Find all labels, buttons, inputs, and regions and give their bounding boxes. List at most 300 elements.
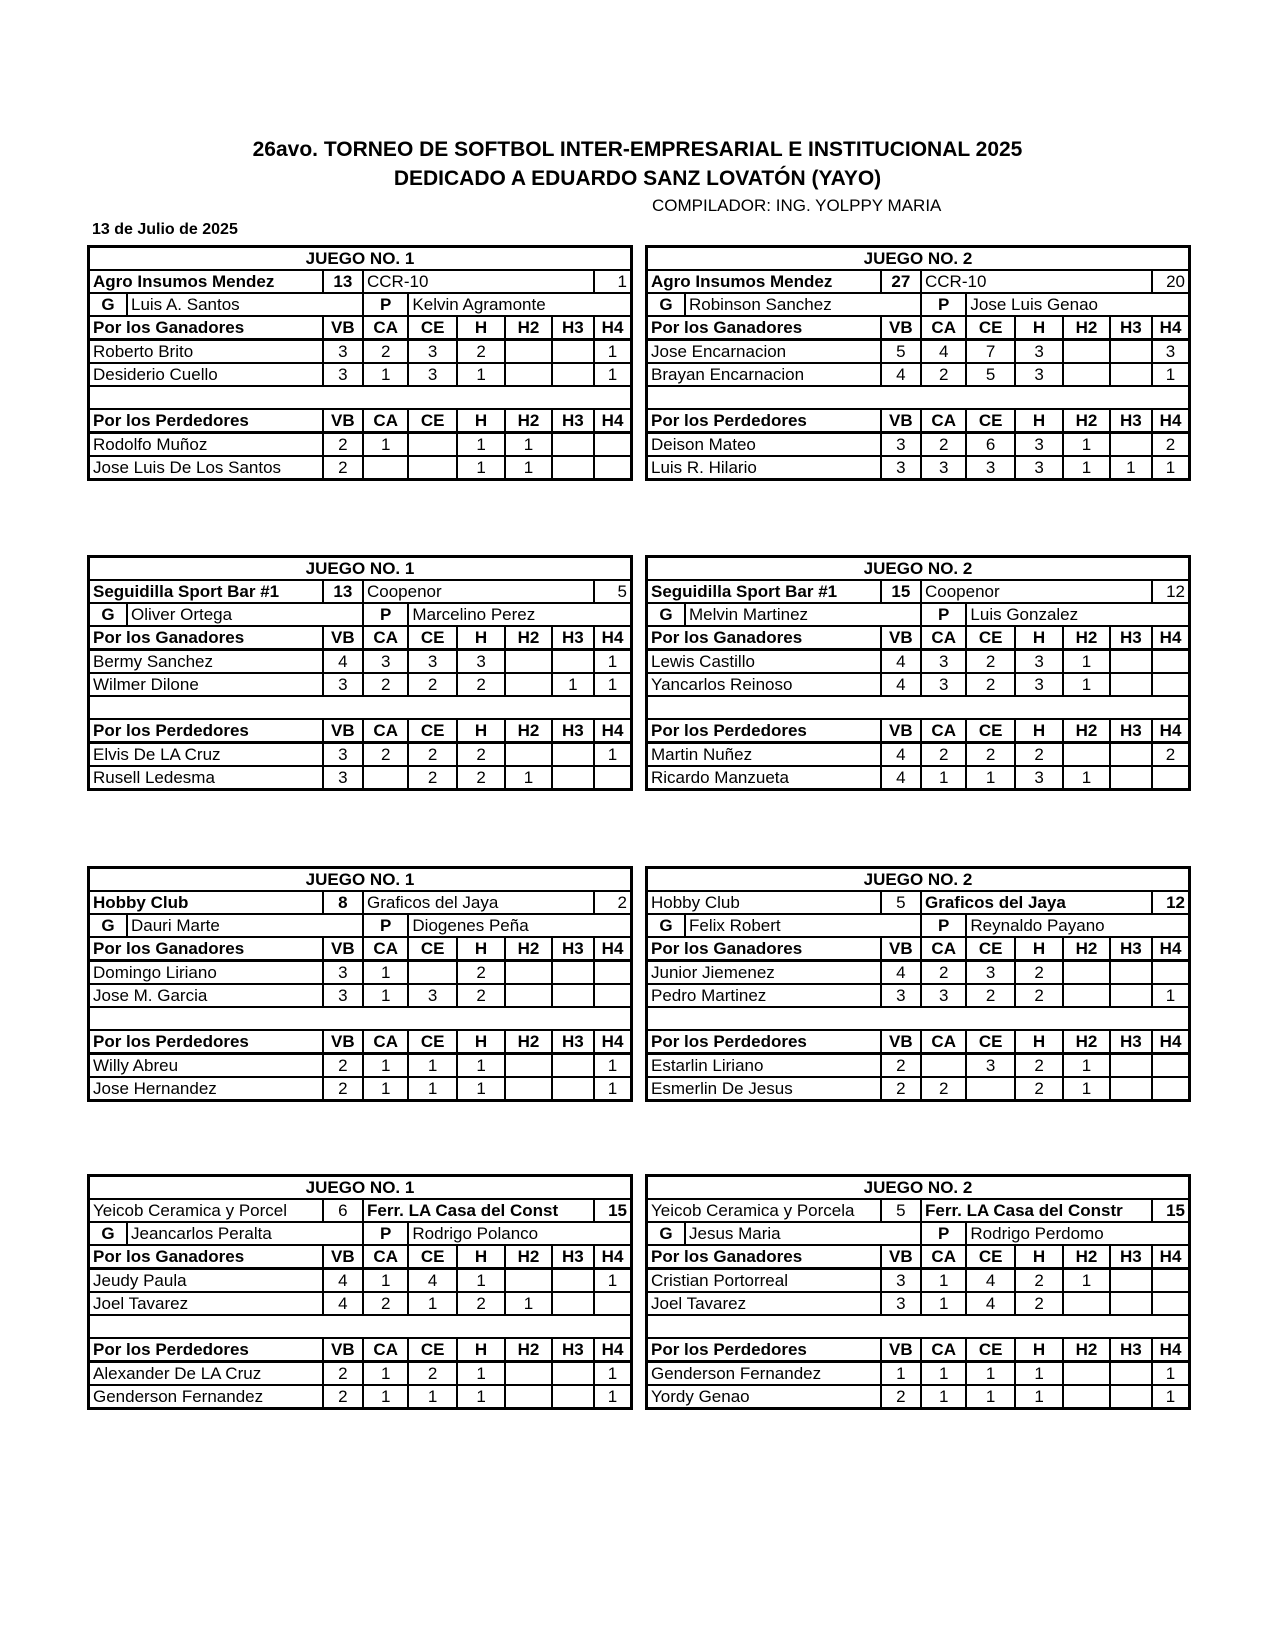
player-name: Lewis Castillo (647, 650, 881, 674)
player-stat: 4 (408, 1269, 456, 1293)
player-stat: 1 (1063, 1054, 1109, 1078)
player-stat (1110, 984, 1152, 1007)
stat-column-header: H3 (1110, 1245, 1152, 1269)
stat-column-header: VB (323, 937, 363, 961)
team-1-name: Hobby Club (89, 891, 323, 914)
player-stat: 4 (921, 340, 966, 364)
player-name: Estarlin Liriano (647, 1054, 881, 1078)
player-stat (966, 1077, 1014, 1101)
player-stat: 2 (408, 743, 456, 767)
stat-column-header: H3 (552, 1245, 594, 1269)
stat-column-header: H (457, 1245, 505, 1269)
player-name: Wilmer Dilone (89, 673, 323, 696)
team-1-name: Hobby Club (647, 891, 881, 914)
player-stat (594, 961, 631, 985)
stat-column-header: H4 (1152, 626, 1189, 650)
losers-section-header: Por los Perdedores (647, 1030, 881, 1054)
losing-pitcher-name: Rodrigo Perdomo (966, 1222, 1189, 1245)
player-name: Jose M. Garcia (89, 984, 323, 1007)
player-stat: 1 (594, 673, 631, 696)
stat-column-header: H2 (505, 316, 551, 340)
team-1-score: 8 (323, 891, 363, 914)
player-stat: 4 (966, 1269, 1014, 1293)
stat-column-header: H (1015, 409, 1063, 433)
stat-column-header: CA (921, 1338, 966, 1362)
game-title: JUEGO NO. 1 (89, 247, 632, 271)
player-stat: 3 (881, 1269, 921, 1293)
player-name: Alexander De LA Cruz (89, 1362, 323, 1386)
player-stat (1152, 1077, 1189, 1101)
player-stat (1152, 961, 1189, 985)
player-stat (1152, 650, 1189, 674)
player-row (89, 673, 632, 696)
stat-column-header: CA (921, 937, 966, 961)
stat-column-header: H4 (1152, 1245, 1189, 1269)
losing-pitcher-name: Luis Gonzalez (966, 603, 1189, 626)
team-2-name: Coopenor (921, 580, 1152, 603)
player-stat: 2 (323, 1077, 363, 1101)
spacer-row (89, 696, 632, 719)
team-2-name: Ferr. LA Casa del Constr (921, 1199, 1152, 1222)
player-stat: 1 (457, 456, 505, 480)
stat-column-header: VB (323, 409, 363, 433)
stat-column-header: CE (966, 1245, 1014, 1269)
boxscore-game (87, 555, 633, 791)
losing-pitcher-label: P (921, 293, 966, 316)
team-1-name: Agro Insumos Mendez (647, 270, 881, 293)
stat-column-header: VB (881, 1245, 921, 1269)
team-1-score: 13 (323, 270, 363, 293)
player-stat (552, 766, 594, 790)
losing-pitcher-name: Marcelino Perez (408, 603, 631, 626)
player-stat: 3 (408, 650, 456, 674)
player-stat: 1 (408, 1077, 456, 1101)
player-name: Bermy Sanchez (89, 650, 323, 674)
losing-pitcher-name: Diogenes Peña (408, 914, 631, 937)
player-stat (505, 961, 551, 985)
team-2-score: 1 (594, 270, 631, 293)
stat-column-header: CA (363, 1030, 408, 1054)
stat-column-header: H4 (1152, 409, 1189, 433)
player-stat: 4 (881, 766, 921, 790)
player-stat: 3 (966, 456, 1014, 480)
player-stat: 5 (881, 340, 921, 364)
stat-column-header: CE (966, 719, 1014, 743)
stat-column-header: CE (408, 1030, 456, 1054)
team-2-name: Graficos del Jaya (921, 891, 1152, 914)
player-stat (1110, 340, 1152, 364)
player-stat: 2 (1015, 1292, 1063, 1315)
player-row (647, 1385, 1190, 1409)
player-stat: 2 (363, 673, 408, 696)
player-name: Joel Tavarez (647, 1292, 881, 1315)
player-stat: 2 (323, 456, 363, 480)
stat-column-header: CA (921, 409, 966, 433)
stat-column-header: VB (323, 1338, 363, 1362)
player-stat (552, 984, 594, 1007)
stat-column-header: H (457, 1338, 505, 1362)
player-stat: 1 (505, 1292, 551, 1315)
stat-column-header: H2 (1063, 937, 1109, 961)
game-title: JUEGO NO. 1 (89, 1176, 632, 1200)
player-stat (408, 433, 456, 457)
player-stat: 3 (921, 984, 966, 1007)
player-row (647, 1054, 1190, 1078)
player-stat (552, 1269, 594, 1293)
player-stat: 3 (1015, 433, 1063, 457)
player-stat: 3 (921, 650, 966, 674)
losing-pitcher-label: P (921, 1222, 966, 1245)
player-stat (1063, 743, 1109, 767)
player-stat: 3 (323, 961, 363, 985)
player-stat: 2 (363, 743, 408, 767)
player-stat (1110, 766, 1152, 790)
player-row (89, 766, 632, 790)
player-stat: 1 (594, 650, 631, 674)
stat-column-header: CE (966, 316, 1014, 340)
stat-column-header: H2 (1063, 1245, 1109, 1269)
player-name: Genderson Fernandez (89, 1385, 323, 1409)
stat-column-header: VB (323, 1245, 363, 1269)
stat-column-header: H3 (1110, 316, 1152, 340)
player-stat: 3 (881, 984, 921, 1007)
player-stat: 3 (1152, 340, 1189, 364)
team-2-name: Graficos del Jaya (363, 891, 594, 914)
winning-pitcher-cell (89, 914, 364, 937)
stat-column-header: CE (966, 937, 1014, 961)
player-stat: 2 (1015, 961, 1063, 985)
stat-column-header: VB (881, 1338, 921, 1362)
player-name: Yancarlos Reinoso (647, 673, 881, 696)
stat-column-header: H2 (505, 1338, 551, 1362)
stat-column-header: H (1015, 316, 1063, 340)
player-stat (1152, 1292, 1189, 1315)
player-stat: 2 (921, 433, 966, 457)
player-stat: 2 (921, 1077, 966, 1101)
player-stat: 1 (594, 340, 631, 364)
player-stat: 1 (921, 766, 966, 790)
team-1-score: 27 (881, 270, 921, 293)
player-stat: 1 (1152, 984, 1189, 1007)
player-row (647, 673, 1190, 696)
winning-pitcher-cell (89, 1222, 364, 1245)
game-title: JUEGO NO. 2 (647, 247, 1190, 271)
player-stat (552, 1077, 594, 1101)
player-stat: 2 (323, 1362, 363, 1386)
player-name: Martin Nuñez (647, 743, 881, 767)
stat-column-header: H (1015, 626, 1063, 650)
stat-column-header: H4 (594, 1245, 631, 1269)
player-stat: 3 (966, 961, 1014, 985)
spacer-row (89, 386, 632, 409)
stat-column-header: H2 (505, 409, 551, 433)
spacer-row (647, 696, 1190, 719)
winning-pitcher-label: G (90, 294, 128, 315)
player-stat (1063, 1292, 1109, 1315)
player-stat: 3 (323, 743, 363, 767)
player-stat: 4 (323, 1292, 363, 1315)
player-stat (363, 456, 408, 480)
stat-column-header: CA (363, 937, 408, 961)
stat-column-header: CE (408, 626, 456, 650)
player-stat: 3 (1015, 363, 1063, 386)
player-stat: 4 (881, 363, 921, 386)
player-stat: 1 (457, 1269, 505, 1293)
player-stat (1110, 1292, 1152, 1315)
winners-section-header: Por los Ganadores (89, 1245, 323, 1269)
stat-column-header: VB (323, 316, 363, 340)
player-stat: 2 (921, 961, 966, 985)
player-name: Junior Jiemenez (647, 961, 881, 985)
player-stat: 1 (594, 1054, 631, 1078)
winning-pitcher-name: Jeancarlos Peralta (131, 1224, 272, 1243)
player-stat: 1 (363, 1362, 408, 1386)
team-2-name: Coopenor (363, 580, 594, 603)
stat-column-header: VB (323, 626, 363, 650)
player-name: Roberto Brito (89, 340, 323, 364)
player-stat (594, 1292, 631, 1315)
stat-column-header: H3 (1110, 409, 1152, 433)
player-stat: 1 (966, 1362, 1014, 1386)
player-stat (552, 1385, 594, 1409)
player-stat: 1 (408, 1292, 456, 1315)
losing-pitcher-label: P (363, 1222, 408, 1245)
player-name: Pedro Martinez (647, 984, 881, 1007)
stat-column-header: H3 (552, 1338, 594, 1362)
boxscore-game (645, 245, 1191, 481)
winning-pitcher-cell (647, 293, 922, 316)
player-stat: 1 (921, 1385, 966, 1409)
player-stat: 1 (921, 1292, 966, 1315)
losing-pitcher-name: Rodrigo Polanco (408, 1222, 631, 1245)
player-stat (552, 1054, 594, 1078)
boxscore-game (87, 245, 633, 481)
player-stat: 1 (1063, 650, 1109, 674)
player-row (89, 1269, 632, 1293)
stat-column-header: CE (408, 719, 456, 743)
player-stat: 2 (1015, 1054, 1063, 1078)
player-stat (552, 363, 594, 386)
stat-column-header: H (457, 626, 505, 650)
player-stat: 1 (505, 766, 551, 790)
team-2-score: 20 (1152, 270, 1189, 293)
player-stat: 3 (323, 340, 363, 364)
boxscore-game (645, 1174, 1191, 1410)
player-stat: 1 (1152, 363, 1189, 386)
losers-section-header: Por los Perdedores (647, 1338, 881, 1362)
winning-pitcher-label: G (90, 604, 128, 625)
player-stat: 1 (1015, 1385, 1063, 1409)
player-stat: 3 (881, 456, 921, 480)
player-stat (552, 961, 594, 985)
player-stat (505, 340, 551, 364)
player-stat (505, 1385, 551, 1409)
player-stat: 1 (1063, 433, 1109, 457)
player-stat: 4 (881, 961, 921, 985)
player-stat (1063, 1385, 1109, 1409)
player-row (89, 363, 632, 386)
player-stat (505, 984, 551, 1007)
team-2-name: Ferr. LA Casa del Const (363, 1199, 594, 1222)
player-row (647, 433, 1190, 457)
winners-section-header: Por los Ganadores (647, 1245, 881, 1269)
spacer-row (647, 1315, 1190, 1338)
player-stat (363, 766, 408, 790)
stat-column-header: CA (921, 316, 966, 340)
stat-column-header: H4 (594, 1338, 631, 1362)
player-stat: 1 (921, 1269, 966, 1293)
winning-pitcher-label: G (90, 1223, 128, 1244)
player-name: Ricardo Manzueta (647, 766, 881, 790)
player-stat: 1 (594, 1269, 631, 1293)
player-row (89, 650, 632, 674)
player-stat: 1 (594, 1077, 631, 1101)
winning-pitcher-name: Robinson Sanchez (689, 295, 832, 314)
player-stat (552, 1292, 594, 1315)
stat-column-header: CA (921, 1030, 966, 1054)
document-subtitle: DEDICADO A EDUARDO SANZ LOVATÓN (YAYO) (393, 167, 882, 190)
stat-column-header: VB (323, 1030, 363, 1054)
stat-column-header: VB (323, 719, 363, 743)
player-name: Cristian Portorreal (647, 1269, 881, 1293)
player-stat: 2 (966, 673, 1014, 696)
player-stat (1110, 433, 1152, 457)
player-stat: 4 (881, 673, 921, 696)
player-stat: 1 (1063, 1269, 1109, 1293)
player-stat: 2 (408, 1362, 456, 1386)
player-stat: 4 (323, 650, 363, 674)
player-stat: 1 (363, 1269, 408, 1293)
team-1-score: 5 (881, 1199, 921, 1222)
losing-pitcher-label: P (363, 603, 408, 626)
player-stat (1063, 1362, 1109, 1386)
stat-column-header: H3 (1110, 1338, 1152, 1362)
player-row (647, 1292, 1190, 1315)
player-stat: 1 (881, 1362, 921, 1386)
player-stat: 1 (552, 673, 594, 696)
winners-section-header: Por los Ganadores (89, 937, 323, 961)
player-stat: 3 (408, 363, 456, 386)
player-stat: 1 (408, 1385, 456, 1409)
stat-column-header: CA (363, 1245, 408, 1269)
player-stat: 1 (1152, 1385, 1189, 1409)
player-stat: 2 (323, 433, 363, 457)
team-2-score: 12 (1152, 580, 1189, 603)
boxscore-game (87, 1174, 633, 1410)
player-name: Rusell Ledesma (89, 766, 323, 790)
player-row (647, 650, 1190, 674)
stat-column-header: H3 (1110, 1030, 1152, 1054)
player-stat: 1 (921, 1362, 966, 1386)
winning-pitcher-label: G (90, 915, 128, 936)
player-stat: 5 (966, 363, 1014, 386)
stat-column-header: CA (921, 626, 966, 650)
player-stat (921, 1054, 966, 1078)
stat-column-header: CA (921, 1245, 966, 1269)
player-stat: 1 (966, 1385, 1014, 1409)
player-name: Willy Abreu (89, 1054, 323, 1078)
stat-column-header: H (457, 719, 505, 743)
player-stat (1110, 650, 1152, 674)
player-stat (505, 1054, 551, 1078)
stat-column-header: CA (363, 409, 408, 433)
player-stat: 1 (966, 766, 1014, 790)
stat-column-header: H2 (505, 626, 551, 650)
spacer-row (647, 386, 1190, 409)
player-stat (1110, 1385, 1152, 1409)
stat-column-header: CE (408, 937, 456, 961)
player-stat: 2 (457, 743, 505, 767)
stat-column-header: H (1015, 719, 1063, 743)
losers-section-header: Por los Perdedores (647, 409, 881, 433)
player-row (647, 1077, 1190, 1101)
player-stat: 1 (1063, 766, 1109, 790)
player-stat: 2 (966, 984, 1014, 1007)
player-stat: 1 (505, 433, 551, 457)
player-stat (552, 433, 594, 457)
player-stat: 1 (363, 1077, 408, 1101)
player-stat: 2 (457, 1292, 505, 1315)
player-row (647, 766, 1190, 790)
stat-column-header: H (1015, 937, 1063, 961)
player-stat (505, 1362, 551, 1386)
player-name: Jose Encarnacion (647, 340, 881, 364)
team-2-score: 12 (1152, 891, 1189, 914)
player-stat: 3 (323, 984, 363, 1007)
player-stat: 1 (457, 1362, 505, 1386)
team-1-name: Agro Insumos Mendez (89, 270, 323, 293)
player-name: Domingo Liriano (89, 961, 323, 985)
player-stat: 2 (363, 1292, 408, 1315)
team-1-score: 5 (881, 891, 921, 914)
winning-pitcher-label: G (648, 604, 686, 625)
player-stat: 2 (966, 743, 1014, 767)
player-stat: 1 (457, 433, 505, 457)
spacer-row (647, 1007, 1190, 1030)
stat-column-header: H (457, 1030, 505, 1054)
player-row (89, 1077, 632, 1101)
stat-column-header: H2 (1063, 316, 1109, 340)
player-stat (1152, 766, 1189, 790)
player-stat: 2 (966, 650, 1014, 674)
stat-column-header: VB (881, 316, 921, 340)
player-stat: 3 (1015, 456, 1063, 480)
player-stat (1152, 673, 1189, 696)
stat-column-header: H3 (1110, 937, 1152, 961)
winners-section-header: Por los Ganadores (89, 316, 323, 340)
losing-pitcher-label: P (921, 914, 966, 937)
winning-pitcher-name: Felix Robert (689, 916, 781, 935)
player-stat: 2 (921, 743, 966, 767)
player-stat: 1 (363, 1054, 408, 1078)
winning-pitcher-name: Dauri Marte (131, 916, 220, 935)
stat-column-header: H2 (505, 719, 551, 743)
losers-section-header: Por los Perdedores (89, 1338, 323, 1362)
stat-column-header: H2 (505, 937, 551, 961)
player-name: Rodolfo Muñoz (89, 433, 323, 457)
player-stat (1063, 961, 1109, 985)
stat-column-header: H4 (1152, 937, 1189, 961)
player-stat (505, 1077, 551, 1101)
player-stat: 3 (363, 650, 408, 674)
winning-pitcher-cell (647, 1222, 922, 1245)
player-stat (1110, 743, 1152, 767)
stat-column-header: CA (363, 1338, 408, 1362)
player-name: Esmerlin De Jesus (647, 1077, 881, 1101)
game-title: JUEGO NO. 1 (89, 557, 632, 581)
boxscore-game (87, 866, 633, 1102)
stat-column-header: CE (966, 409, 1014, 433)
